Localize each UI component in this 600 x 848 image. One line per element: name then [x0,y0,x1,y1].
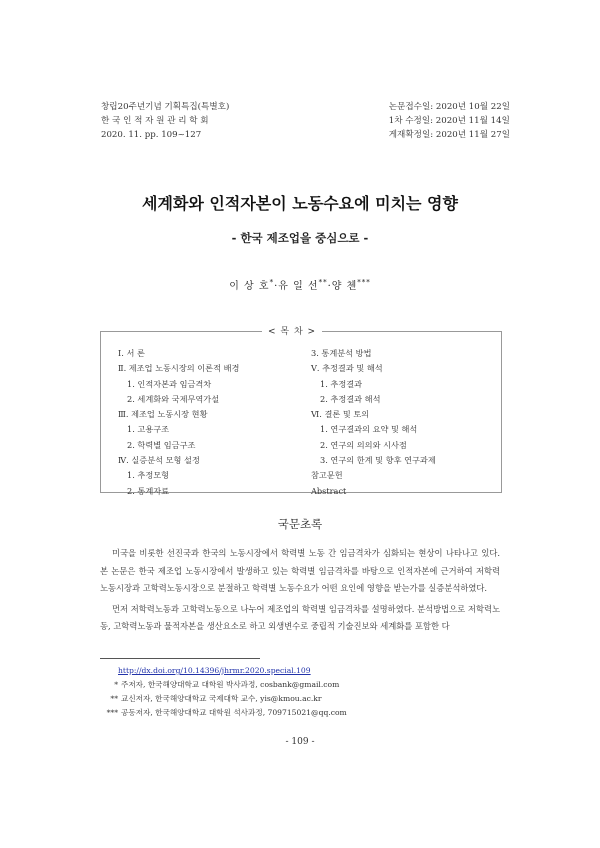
abstract-heading: 국문초록 [277,517,323,531]
received-date: 논문접수일: 2020년 10월 22일 [388,102,510,112]
journal-society: 한 국 인 적 자 원 관 리 학 회 [101,116,209,126]
author-1-mark: * [269,278,275,287]
toc-item: 1. 추정모형 [127,470,170,481]
footnote-item [100,678,347,692]
toc-item: 2. 세계화와 국제무역가설 [127,393,220,404]
page-number: - 109 - [285,737,315,747]
abstract-body [100,545,500,636]
doi-link[interactable]: http://dx.doi.org/10.14396/jhrmr.2020.special.109 [118,666,311,675]
submission-dates [389,100,510,142]
journal-issue: 창립20주년기념 기획특집(특별호) [101,102,230,112]
toc-item: Ⅱ. 제조업 노동시장의 이론적 배경 [118,363,240,374]
author-1: 이 상 호 [229,281,270,292]
toc-item: 3. 통계분석 방법 [311,348,372,358]
toc-item: Ⅴ. 추정결과 및 해석 [311,363,383,374]
toc-right-column [311,346,436,499]
author-separator: · [327,281,332,292]
footnote-text: 공동저자, 한국해양대학교 대학원 석사과정, 709715021@qq.com [121,708,347,717]
toc-heading: < 목 차 > [262,324,322,337]
author-3: 양 첸 [331,281,358,292]
toc-item: Ⅲ. 제조업 노동시장 현황 [118,409,208,420]
toc-item: 1. 고용구조 [127,424,170,435]
author-2: 유 일 선 [278,281,319,292]
toc-item: 1. 연구결과의 요약 및 해석 [320,424,418,435]
footnote-divider [100,658,260,659]
toc-item: 2. 통계자료 [127,485,170,496]
footnote-text: 주저자, 한국해양대학교 대학원 박사과정, cosbank@gmail.com [121,680,340,689]
toc-item: Ⅳ. 실증분석 모형 설정 [118,455,200,466]
toc-item: Abstract [311,485,347,496]
author-2-mark: ** [318,278,328,287]
accepted-date: 게재확정일: 2020년 11월 27일 [388,130,510,140]
toc-item: 1. 추정결과 [320,378,363,389]
footnote-mark: *** [106,708,118,717]
author-3-mark: *** [357,278,371,287]
footnote-item [100,692,347,706]
paper-title: 세계화와 인적자본이 노동수요에 미치는 영향 [142,194,458,213]
toc-item: Ⅰ. 서 론 [118,348,145,358]
footnote-text: 교신저자, 한국해양대학교 국제대학 교수, yis@kmou.ac.kr [121,694,322,703]
journal-info [101,100,229,142]
footnote-mark: ** [110,694,118,703]
footnote-mark: * [114,680,118,689]
journal-pages: 2020. 11. pp. 109~127 [101,130,202,140]
toc-item: 2. 추정결과 해석 [320,393,381,404]
toc-item: Ⅵ. 결론 및 토의 [311,409,370,420]
toc-left-column [118,346,239,499]
abstract-paragraph: 먼저 저학력노동과 고학력노동으로 나누어 제조업의 학력별 임금격차를 설명하였다. 분석방법으로 저학력노동, 고학력노동과 물적자본을 생산요소로 하고 외생변수로 중립적 기술진보와 세계화를 포함한 다 [100,603,500,631]
toc-item: 2. 학력별 임금구조 [127,439,196,450]
author-list [0,277,600,292]
toc-item: 1. 인적자본과 임금격차 [127,378,212,389]
toc-item: 참고문헌 [311,470,343,481]
paper-subtitle: - 한국 제조업을 중심으로 - [231,231,369,245]
toc-item: 2. 연구의 의의와 시사점 [320,439,407,450]
footnotes [100,664,347,720]
abstract-paragraph: 미국을 비롯한 선진국과 한국의 노동시장에서 학력별 노동 간 임금격차가 심화되는 현상이 나타나고 있다. 본 논문은 한국 제조업 노동시장에서 발생하고 있는 학력별 임금격차를 바탕으로 인적자본에 근거하여 저학력노동시장과 고학력노동시장으로 분절하고 학력별 노동수요가 어떤 요인에 영향을 받는가를 실증분석하였다. [100,548,500,593]
footnote-item [100,706,347,720]
toc-item: 3. 연구의 한계 및 향후 연구과제 [320,455,436,466]
revised-date: 1차 수정일: 2020년 11월 14일 [388,116,510,126]
author-separator: · [274,281,279,292]
